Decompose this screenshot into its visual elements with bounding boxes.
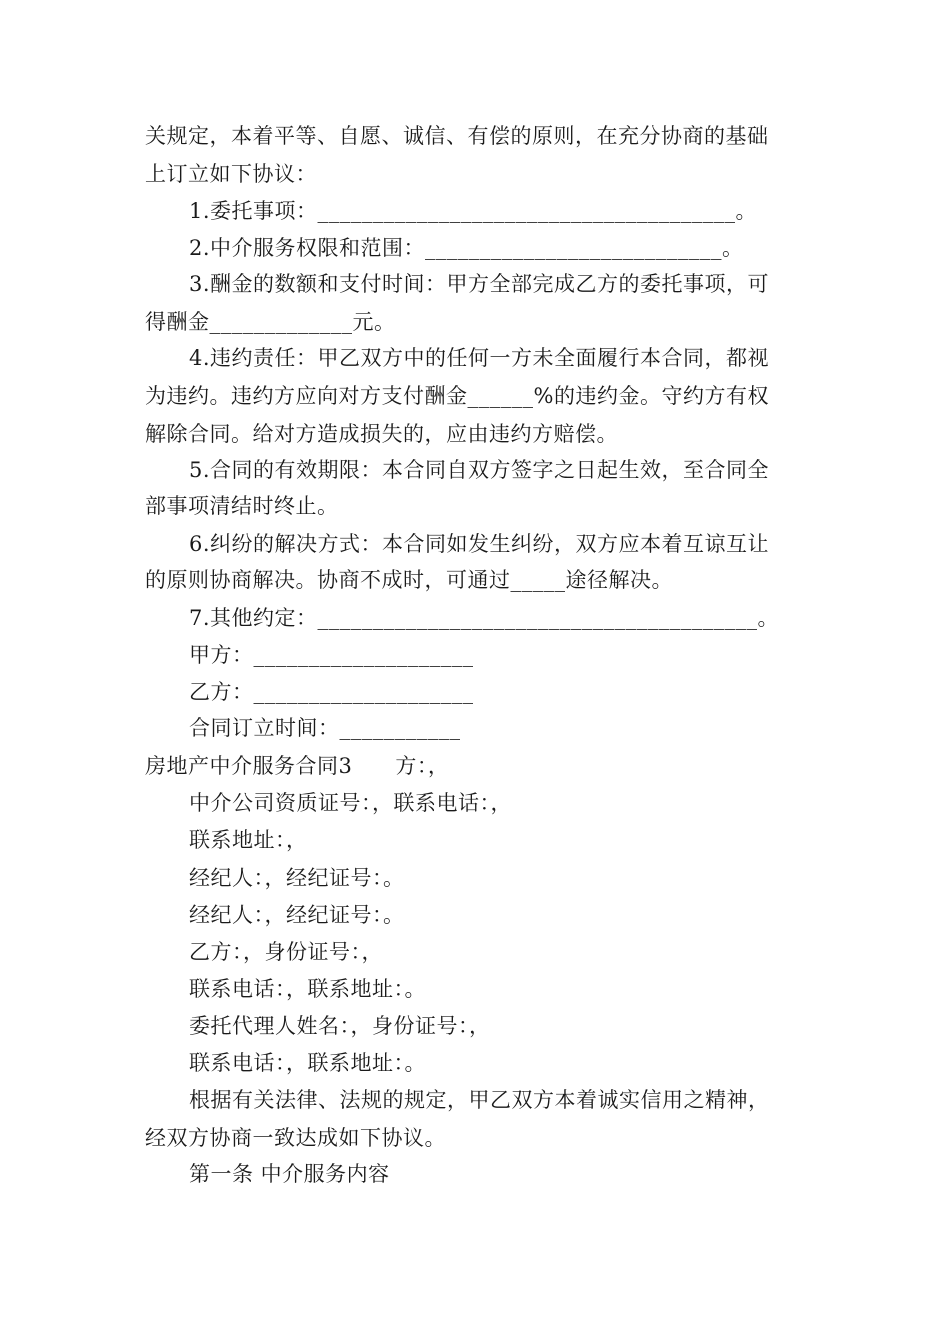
paragraph-line: 联系电话：，联系地址：。 [189,1051,426,1075]
paragraph-line: 委托代理人姓名：，身份证号：， [189,1014,491,1038]
paragraph-line: 解除合同。给对方造成损失的，应由违约方赔偿。 [145,422,618,446]
clause-5-validity-period: 5.合同的有效期限：本合同自双方签字之日起生效，至合同全 [189,458,770,482]
paragraph-line: 经纪人：，经纪证号：。 [189,866,405,890]
paragraph-line: 联系地址：， [189,828,308,852]
section-title: 房地产中介服务合同3 方：， [145,754,450,778]
paragraph-line: 经双方协商一致达成如下协议。 [145,1126,446,1150]
clause-1-entrusted-matters: 1.委托事项：______________________________________。 [189,199,758,223]
paragraph-line: 关规定，本着平等、自愿、诚信、有偿的原则，在充分协商的基础 [145,124,769,148]
paragraph-line: 经纪人：，经纪证号：。 [189,903,405,927]
clause-7-other-agreements: 7.其他约定：________________________________________。 [189,606,780,630]
clause-3-remuneration: 3.酬金的数额和支付时间：甲方全部完成乙方的委托事项，可 [189,272,770,296]
paragraph-line: 乙方：，身份证号：， [189,940,383,964]
paragraph-line: 的原则协商解决。协商不成时，可通过_____途径解决。 [145,568,673,592]
paragraph-line: 中介公司资质证号：，联系电话：， [189,791,512,815]
article-heading: 第一条 中介服务内容 [189,1162,390,1186]
party-b-signature: 乙方：____________________ [189,680,474,704]
paragraph-line: 得酬金_____________元。 [145,310,396,334]
clause-4-breach-liability: 4.违约责任：甲乙双方中的任何一方未全面履行本合同，都视 [189,346,770,370]
clause-2-service-scope: 2.中介服务权限和范围：___________________________。 [189,236,744,260]
paragraph-line: 上订立如下协议： [145,162,317,186]
clause-6-dispute-resolution: 6.纠纷的解决方式：本合同如发生纠纷，双方应本着互谅互让 [189,532,770,556]
party-a-signature: 甲方：____________________ [189,643,474,667]
paragraph-line: 为违约。违约方应向对方支付酬金______%的违约金。守约方有权 [145,384,769,408]
contract-date: 合同订立时间：___________ [189,716,461,740]
paragraph-line: 联系电话：，联系地址：。 [189,977,426,1001]
paragraph-line: 部事项清结时终止。 [145,494,339,518]
paragraph-line: 根据有关法律、法规的规定，甲乙双方本着诚实信用之精神， [189,1088,770,1112]
